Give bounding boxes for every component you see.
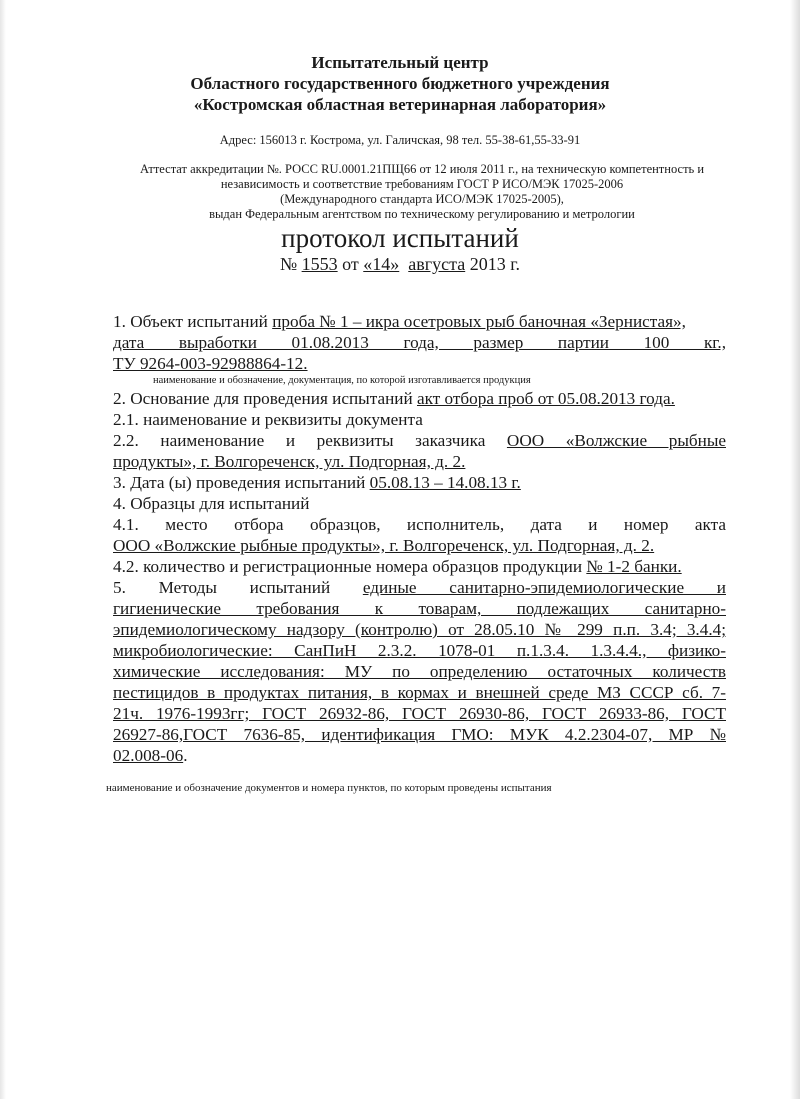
- accreditation-line-4: выдан Федеральным агентством по техническому регулированию и метрологии: [209, 207, 635, 221]
- protocol-body: [113, 311, 726, 766]
- section-1-label: 1. Объект испытаний: [113, 312, 273, 331]
- protocol-number: 1553: [301, 254, 338, 274]
- section-2-2-label: 2.2. наименование и реквизиты заказчика: [113, 431, 507, 450]
- number-prefix: №: [279, 254, 302, 274]
- accreditation-line-3: (Международного стандарта ИСО/МЭК 17025-2005),: [280, 192, 564, 206]
- organization-header: [0, 52, 800, 115]
- section-5-value-c: эпидемиологическому надзору (контролю) от 28.05.10 № 299 п.п. 3.4; 3.4.4;: [113, 620, 726, 639]
- section-2-1: 2.1. наименование и реквизиты документа: [113, 410, 423, 429]
- section-3-value: 05.08.13 – 14.08.13 г.: [369, 473, 521, 492]
- org-line-2: Областного государственного бюджетного учреждения: [190, 74, 610, 93]
- section-1: [113, 311, 726, 332]
- section-5-value-d: микробиологические: СанПиН 2.3.2. 1078-01 п.1.3.4. 1.3.4.4., физико-: [113, 641, 726, 660]
- protocol-number-line: [0, 254, 800, 275]
- section-5-value-i: 02.008-06: [113, 746, 184, 765]
- methods-caption: наименование и обозначение документов и номера пунктов, по которым проведены испытания: [106, 782, 552, 794]
- section-5-value-h: 26927-86,ГОСТ 7636-85, идентификация ГМО: МУК 4.2.2304-07, МР №: [113, 725, 726, 744]
- section-2: [113, 388, 726, 409]
- section-2-2-value-b: продукты», г. Волгореченск, ул. Подгорная, д. 2.: [113, 452, 466, 471]
- section-5: [113, 577, 726, 598]
- section-1-value-c: ТУ 9264-003-92988864-12.: [113, 354, 308, 373]
- page-edge-left: [0, 0, 6, 1099]
- section-5-end: .: [183, 746, 188, 765]
- section-2-label: 2. Основание для проведения испытаний: [113, 389, 417, 408]
- section-1-value-b: дата выработки 01.08.2013 года, размер партии 100 кг.,: [113, 333, 726, 352]
- section-4-1-label: 4.1. место отбора образцов, исполнитель, дата и номер акта: [113, 515, 726, 534]
- section-5-value-b: гигиенические требования к товарам, подлежащих санитарно-: [113, 599, 726, 618]
- section-5-label: 5. Методы испытаний: [113, 578, 363, 597]
- section-3-label: 3. Дата (ы) проведения испытаний: [113, 473, 370, 492]
- section-5-value-f: пестицидов в продуктах питания, в кормах и внешней среде МЗ СССР сб. 7-: [113, 683, 726, 702]
- document-title: протокол испытаний: [281, 223, 519, 253]
- section-1-caption: наименование и обозначение, документация, по которой изготавливается продукция: [153, 375, 531, 386]
- section-2-2: [113, 430, 726, 451]
- section-4-2: [113, 556, 726, 577]
- protocol-day: «14»: [363, 254, 400, 274]
- section-4-2-label: 4.2. количество и регистрационные номера образцов продукции: [113, 557, 587, 576]
- section-1-value-a: проба № 1 – икра осетровых рыб баночная «Зернистая»,: [272, 312, 686, 331]
- section-2-2-value-a: ООО «Волжские рыбные: [506, 431, 726, 450]
- section-4: 4. Образцы для испытаний: [113, 494, 310, 513]
- org-line-3: «Костромская областная ветеринарная лаборатория»: [193, 95, 607, 114]
- accreditation-line-1: Аттестат аккредитации №. РОСС RU.0001.21ПЩ66 от 12 июля 2011 г., на техническую компетентность и: [139, 162, 705, 176]
- accreditation-block: [112, 162, 732, 222]
- number-from: от: [337, 254, 364, 274]
- section-2-value: акт отбора проб от 05.08.2013 года.: [416, 389, 675, 408]
- protocol-year: 2013 г.: [465, 254, 521, 274]
- section-4-1-value: ООО «Волжские рыбные продукты», г. Волгореченск, ул. Подгорная, д. 2.: [113, 536, 655, 555]
- page-edge-right: [790, 0, 800, 1099]
- section-5-value-e: химические исследования: МУ по определению остаточных количеств: [113, 662, 726, 681]
- section-5-value-g: 21ч. 1976-1993гг; ГОСТ 26932-86, ГОСТ 26930-86, ГОСТ 26933-86, ГОСТ: [113, 704, 726, 723]
- address-line: Адрес: 156013 г. Кострома, ул. Галичская, 98 тел. 55-38-61,55-33-91: [219, 133, 581, 147]
- accreditation-line-2: независимость и соответствие требованиям ГОСТ Р ИСО/МЭК 17025-2006: [220, 177, 624, 191]
- section-5-value-a: единые санитарно-эпидемиологические и: [362, 578, 726, 597]
- section-4-2-value: № 1-2 банки.: [586, 557, 682, 576]
- section-3: [113, 472, 726, 493]
- protocol-month: августа: [408, 254, 466, 274]
- org-line-1: Испытательный центр: [311, 53, 489, 72]
- section-5-last-line: [113, 745, 726, 766]
